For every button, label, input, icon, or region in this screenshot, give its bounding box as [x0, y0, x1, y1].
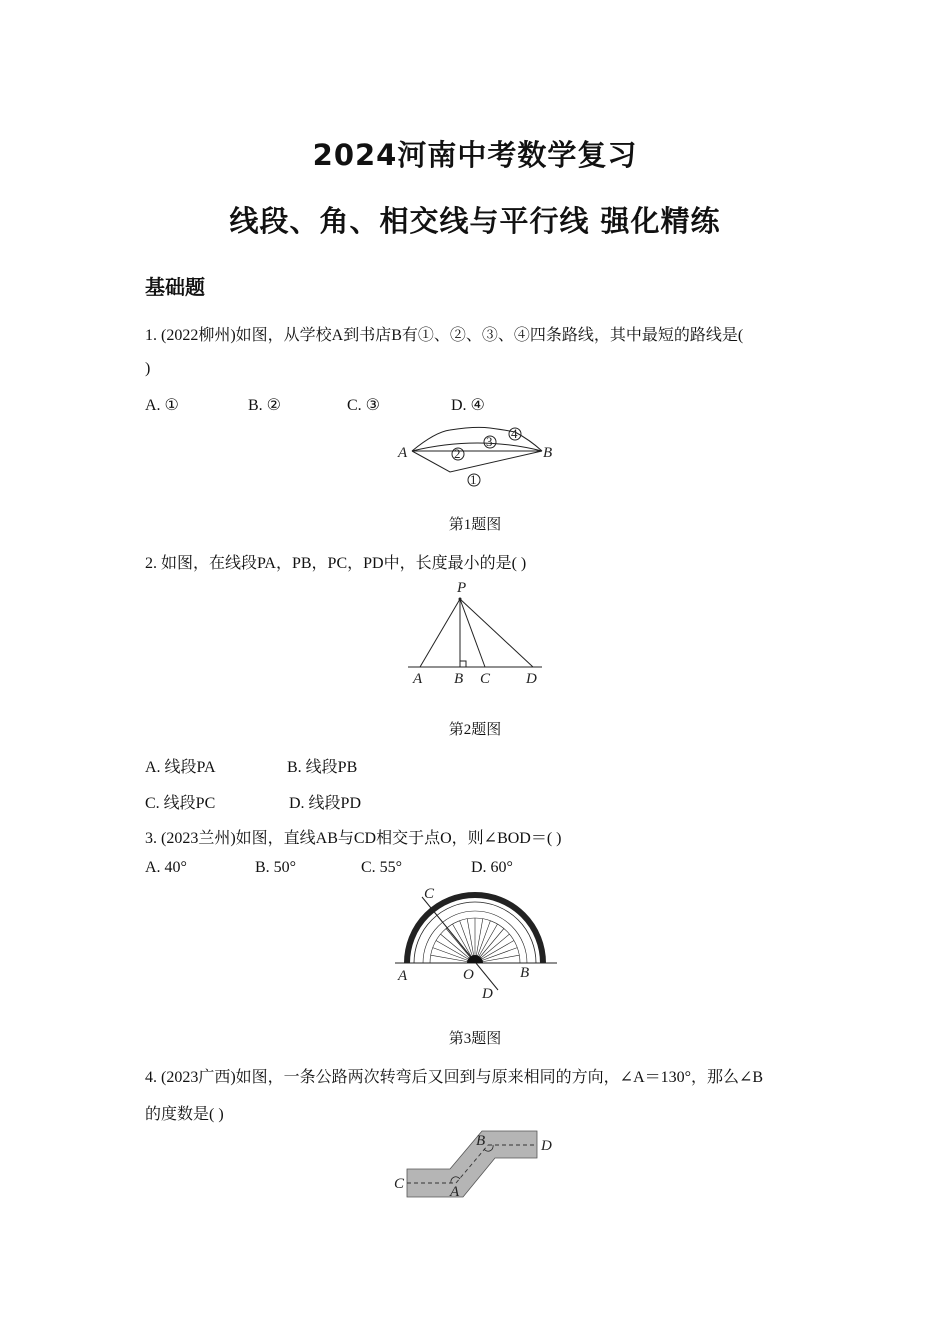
label-a: A	[450, 1184, 460, 1200]
option-b[interactable]: B. 50°	[255, 859, 297, 876]
question-4-text-cont: 的度数是( )	[145, 1106, 224, 1123]
question-2-options-row-2	[0, 790, 950, 812]
figure-1-routes	[390, 420, 560, 500]
question-number: 4.	[145, 1069, 157, 1086]
option-b[interactable]: B. 线段PB	[287, 759, 358, 776]
label-c: C	[424, 886, 435, 902]
question-number: 1.	[145, 327, 157, 344]
question-2-text	[145, 550, 526, 573]
label-b: B	[454, 671, 464, 687]
question-stem: 如图，在线段PA，PB，PC，PD中，长度最小的是( )	[161, 555, 527, 572]
question-1-text-cont: )	[145, 360, 151, 377]
label-a: A	[398, 445, 408, 461]
question-3-text	[145, 825, 562, 848]
svg-text:1: 1	[470, 472, 477, 487]
section-heading: 基础题	[145, 275, 205, 299]
figure-3-caption: 第3题图	[448, 1031, 502, 1047]
option-a[interactable]: A. 线段PA	[145, 759, 216, 776]
label-b: B	[476, 1133, 486, 1149]
label-c: C	[394, 1176, 405, 1192]
question-4-text	[145, 1064, 763, 1087]
question-stem: (2023兰州)如图，直线AB与CD相交于点O，则∠BOD＝( )	[161, 830, 562, 847]
option-c[interactable]: C. 线段PC	[145, 795, 216, 812]
figure-2-caption: 第2题图	[448, 722, 502, 738]
option-d[interactable]: D. 60°	[471, 859, 513, 876]
document-title: 2024河南中考数学复习	[312, 138, 638, 172]
question-number: 3.	[145, 830, 157, 847]
figure-1-caption: 第1题图	[448, 517, 502, 533]
question-1-text	[145, 322, 743, 345]
figure-4-road	[390, 1125, 560, 1210]
option-d[interactable]: D. ④	[451, 397, 485, 414]
question-number: 2.	[145, 555, 157, 572]
svg-text:3: 3	[486, 434, 493, 449]
label-b: B	[543, 445, 553, 461]
label-d: D	[526, 671, 537, 687]
figure-2-segments	[400, 575, 550, 690]
option-d[interactable]: D. 线段PD	[289, 795, 362, 812]
label-b: B	[520, 965, 530, 981]
label-o: O	[463, 967, 474, 983]
option-a[interactable]: A. ①	[145, 397, 179, 414]
label-a: A	[413, 671, 423, 687]
svg-text:4: 4	[511, 426, 518, 441]
document-subtitle: 线段、角、相交线与平行线 强化精练	[229, 204, 721, 238]
question-3-options	[0, 859, 950, 881]
question-1-options	[0, 395, 950, 417]
label-d: D	[482, 986, 493, 1002]
question-2-options-row-1	[0, 754, 950, 776]
label-p: P	[457, 580, 467, 596]
label-c: C	[480, 671, 491, 687]
option-a[interactable]: A. 40°	[145, 859, 187, 876]
svg-text:2: 2	[454, 446, 461, 461]
option-b[interactable]: B. ②	[248, 397, 282, 414]
question-stem: (2022柳州)如图，从学校A到书店B有①、②、③、④四条路线，其中最短的路线是(	[161, 327, 744, 344]
label-d: D	[541, 1138, 552, 1154]
option-c[interactable]: C. 55°	[361, 859, 403, 876]
question-stem: (2023广西)如图，一条公路两次转弯后又回到与原来相同的方向，∠A＝130°，那么∠B	[161, 1069, 764, 1086]
figure-3-protractor	[390, 880, 560, 1005]
label-a: A	[398, 968, 408, 984]
option-c[interactable]: C. ③	[347, 397, 381, 414]
